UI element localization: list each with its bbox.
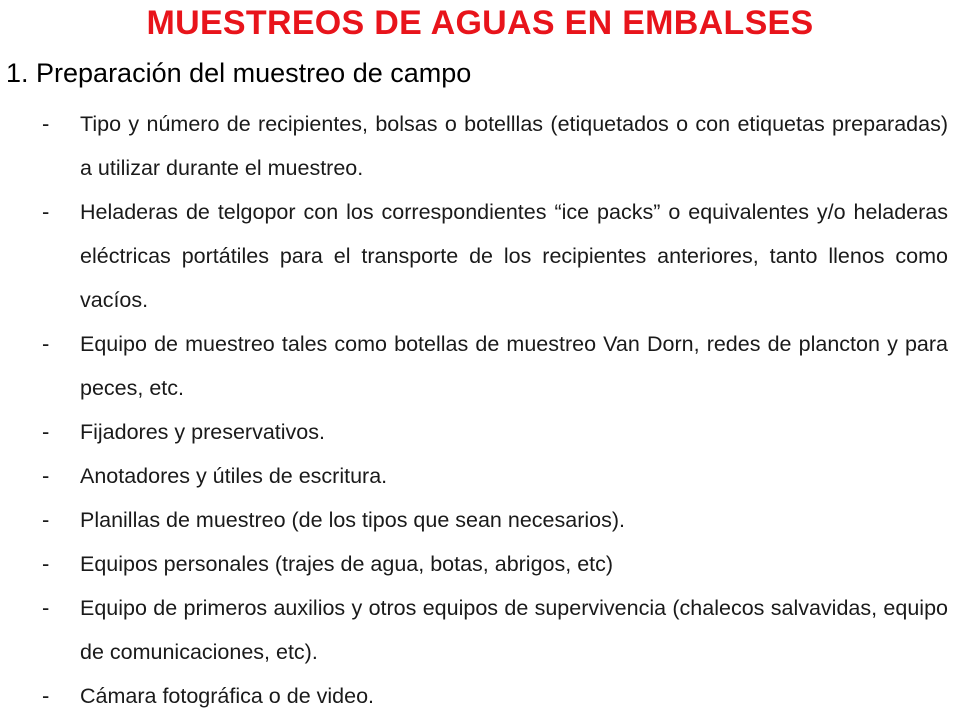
bullet-dash: - xyxy=(42,595,50,620)
list-item-text: Anotadores y útiles de escritura. xyxy=(80,464,388,488)
bullet-dash: - xyxy=(42,111,50,136)
section-subtitle: 1. Preparación del muestreo de campo xyxy=(6,58,472,88)
bullet-dash: - xyxy=(42,683,50,708)
slide-title: MUESTREOS DE AGUAS EN EMBALSES xyxy=(146,4,814,42)
list-item-text: Heladeras de telgopor con los correspondientes “ice packs” o equivalentes y/o heladeras eléctricas portátiles para el transporte de los recipientes anteriores, tanto llenos como vacíos. xyxy=(80,200,948,312)
list-item xyxy=(0,102,960,190)
list-item-text: Cámara fotográfica o de video. xyxy=(80,684,374,708)
list-item xyxy=(0,410,960,454)
list-item xyxy=(0,190,960,322)
list-item xyxy=(0,322,960,410)
list-item-text: Equipo de primeros auxilios y otros equipos de supervivencia (chalecos salvavidas, equipo de comunicaciones, etc). xyxy=(80,596,948,664)
list-item-text: Tipo y número de recipientes, bolsas o botelllas (etiquetados o con etiquetas preparadas) a utilizar durante el muestreo. xyxy=(80,112,948,180)
list-item-text: Fijadores y preservativos. xyxy=(80,420,325,444)
list-item xyxy=(0,674,960,718)
bullet-dash: - xyxy=(42,419,50,444)
bullet-dash: - xyxy=(42,331,50,356)
list-item xyxy=(0,454,960,498)
list-item xyxy=(0,542,960,586)
list-item-text: Equipo de muestreo tales como botellas de muestreo Van Dorn, redes de plancton y para peces, etc. xyxy=(80,332,948,400)
bullet-dash: - xyxy=(42,551,50,576)
list-item xyxy=(0,498,960,542)
list-item xyxy=(0,586,960,674)
list-item-text: Equipos personales (trajes de agua, botas, abrigos, etc) xyxy=(80,552,614,576)
bullet-dash: - xyxy=(42,463,50,488)
bullet-dash: - xyxy=(42,507,50,532)
list-item-text: Planillas de muestreo (de los tipos que sean necesarios). xyxy=(80,508,625,532)
bullet-dash: - xyxy=(42,199,50,224)
checklist xyxy=(0,102,960,718)
